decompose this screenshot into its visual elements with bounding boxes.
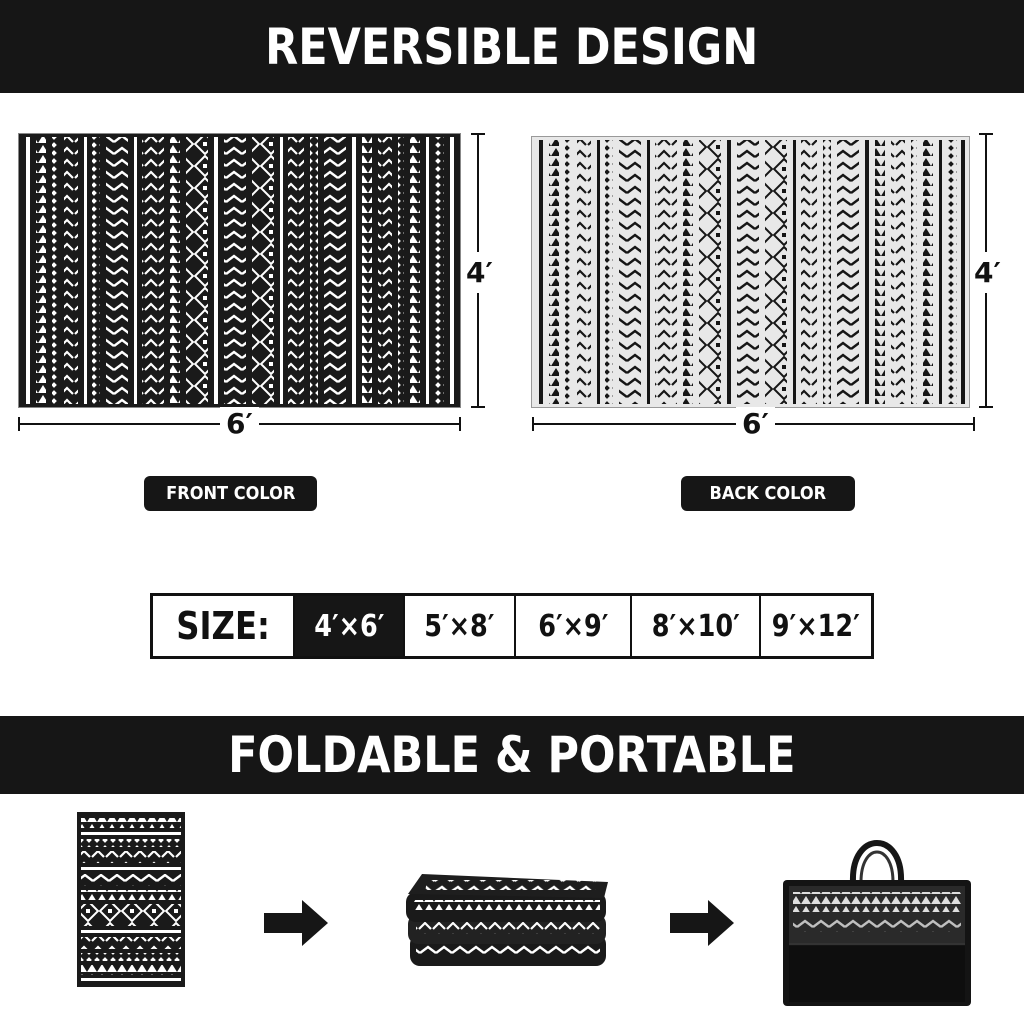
- front-height-label: 4′: [464, 252, 495, 293]
- back-width-label: 6′: [736, 407, 775, 440]
- back-color-label: BACK COLOR: [709, 483, 827, 504]
- size-option-label: 6′×9′: [537, 608, 609, 644]
- back-color-rug-image: [531, 136, 970, 408]
- flat-rug-image: [77, 812, 185, 987]
- front-color-label: FRONT COLOR: [165, 483, 296, 504]
- size-option-6x9[interactable]: [514, 596, 630, 656]
- size-selector: [150, 593, 874, 659]
- front-color-badge: [144, 476, 317, 511]
- back-height-label: 4′: [972, 252, 1003, 293]
- size-option-8x10[interactable]: [630, 596, 759, 656]
- size-label-cell: [153, 596, 293, 656]
- reversible-design-heading: REVERSIBLE DESIGN: [265, 17, 759, 76]
- size-option-4x6[interactable]: [293, 596, 403, 656]
- back-color-badge: [681, 476, 855, 511]
- size-label: SIZE:: [176, 604, 270, 648]
- arrow-right-icon: [264, 900, 328, 946]
- front-width-label: 6′: [220, 407, 259, 440]
- foldable-portable-banner: [0, 716, 1024, 794]
- front-color-rug-image: [18, 133, 461, 408]
- size-option-5x8[interactable]: [403, 596, 514, 656]
- size-option-label: 5′×8′: [424, 608, 495, 644]
- size-option-label: 8′×10′: [651, 608, 740, 644]
- size-option-9x12[interactable]: [759, 596, 871, 656]
- reversible-design-banner: [0, 0, 1024, 93]
- folded-rug-image: [404, 872, 612, 972]
- arrow-right-icon: [670, 900, 734, 946]
- storage-bag-image: [781, 834, 973, 1009]
- foldable-portable-heading: FOLDABLE & PORTABLE: [228, 726, 796, 784]
- size-option-label: 9′×12′: [771, 608, 861, 644]
- size-option-label: 4′×6′: [313, 608, 385, 644]
